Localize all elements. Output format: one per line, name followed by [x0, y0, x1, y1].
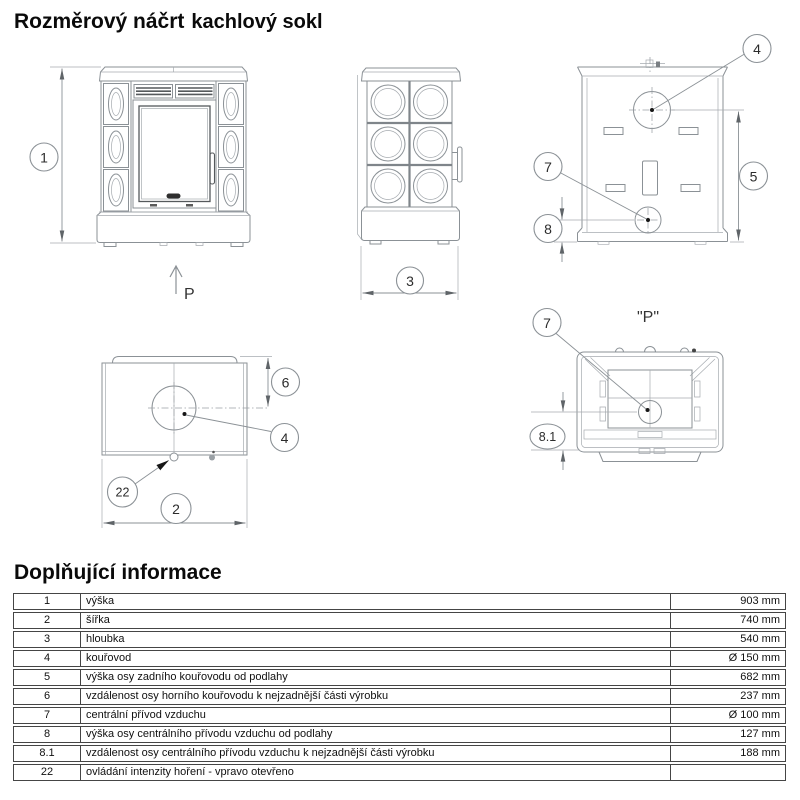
bottom-view-drawing [530, 309, 723, 471]
leader-flue-top [186, 415, 271, 432]
description-cell: vzdálenost osy horního kouřovodu k nejzadnější části výrobku [81, 688, 671, 705]
rear-edge [113, 357, 238, 364]
callout-7-bottom-label: 7 [543, 315, 551, 331]
callout-1-label: 1 [40, 149, 48, 166]
row-number-cell: 7 [13, 707, 81, 724]
description-cell: šířka [81, 612, 671, 629]
table-row [13, 745, 786, 762]
flue-outlet-top [148, 382, 268, 436]
view-direction-arrow [170, 266, 195, 303]
rear-view-drawing [534, 35, 771, 263]
callout-22 [108, 477, 138, 507]
row-number-cell: 4 [13, 650, 81, 667]
value-cell: 903 mm [671, 593, 786, 610]
row-number-cell: 8.1 [13, 745, 81, 762]
value-cell: 188 mm [671, 745, 786, 762]
callout-22-label: 22 [115, 485, 130, 500]
table-row [13, 688, 786, 705]
callout-4-rear [743, 35, 771, 63]
flue-outlet [629, 87, 675, 133]
latch-pin [209, 455, 215, 461]
callout-7-rear [534, 153, 562, 181]
callout-4-top-label: 4 [280, 430, 289, 446]
table-row [13, 631, 786, 648]
table-row [13, 707, 786, 724]
side-plinth [362, 207, 460, 244]
rear-body [582, 76, 723, 228]
row-number-cell: 2 [13, 612, 81, 629]
row-number-cell: 8 [13, 726, 81, 743]
callout-8 [534, 215, 562, 243]
page-title-sub: kachlový sokl [191, 11, 323, 33]
rear-plinth [578, 228, 728, 242]
leader-air-inlet [559, 172, 647, 219]
stove-door [133, 100, 216, 208]
callout-2-label: 2 [172, 501, 180, 517]
table-row [13, 650, 786, 667]
callout-8-label: 8 [544, 221, 552, 237]
value-cell: 682 mm [671, 669, 786, 686]
burn-control-knob [170, 453, 178, 461]
bottom-rail [584, 430, 716, 439]
table-row [13, 593, 786, 610]
leader-flue [654, 54, 745, 109]
additional-info-table [13, 591, 786, 783]
value-cell: 540 mm [671, 631, 786, 648]
callout-2 [161, 494, 191, 524]
front-view-drawing [30, 67, 250, 303]
callout-5-label: 5 [749, 168, 758, 185]
description-cell: výška osy zadního kouřovodu od podlahy [81, 669, 671, 686]
callout-3-label: 3 [406, 273, 414, 289]
row-number-cell: 6 [13, 688, 81, 705]
side-handle [452, 147, 462, 182]
callout-4-rear-label: 4 [753, 41, 761, 57]
value-cell: Ø 100 mm [671, 707, 786, 724]
top-grille [134, 85, 214, 99]
callout-7-bottom [533, 309, 561, 337]
value-cell: Ø 150 mm [671, 650, 786, 667]
center-slot [643, 161, 658, 195]
description-cell: výška [81, 593, 671, 610]
table-row [13, 726, 786, 743]
leader-control [135, 461, 169, 485]
view-arrow-label: P [184, 286, 195, 303]
leader-air-bottom [556, 333, 647, 409]
row-number-cell: 5 [13, 669, 81, 686]
value-cell [671, 764, 786, 781]
row-number-cell: 3 [13, 631, 81, 648]
callout-6 [272, 368, 300, 396]
callout-8-1-label: 8.1 [538, 430, 557, 444]
base-plinth [97, 212, 250, 247]
mounting-slots [604, 128, 700, 192]
table-row [13, 612, 786, 629]
description-cell: centrální přívod vzduchu [81, 707, 671, 724]
air-inlet [635, 207, 661, 233]
row-number-cell: 22 [13, 764, 81, 781]
description-cell: kouřovod [81, 650, 671, 667]
callout-4-top [271, 424, 299, 452]
section-heading: Doplňující informace [14, 561, 222, 584]
page-title-main: Rozměrový náčrt [14, 10, 185, 33]
side-view-drawing [358, 68, 463, 300]
bottom-view-label: "P" [637, 309, 660, 326]
value-cell: 237 mm [671, 688, 786, 705]
callout-7-rear-label: 7 [544, 159, 552, 175]
description-cell: výška osy centrálního přívodu vzduchu od podlahy [81, 726, 671, 743]
description-cell: vzdálenost osy centrálního přívodu vzduchu k nejzadnější části výrobku [81, 745, 671, 762]
description-cell: hloubka [81, 631, 671, 648]
top-outline [102, 363, 247, 455]
row-number-cell: 1 [13, 593, 81, 610]
callout-6-label: 6 [281, 374, 290, 391]
value-cell: 127 mm [671, 726, 786, 743]
callout-5 [740, 162, 768, 190]
table-row [13, 669, 786, 686]
callout-8-1 [530, 424, 565, 449]
side-cornice [362, 68, 461, 81]
callout-3 [397, 267, 424, 294]
top-bracket-detail [640, 57, 665, 72]
table-row [13, 764, 786, 781]
tile-columns [101, 81, 246, 212]
edge-tabs [616, 347, 689, 353]
value-cell: 740 mm [671, 612, 786, 629]
description-cell: ovládání intenzity hoření - vpravo otevřeno [81, 764, 671, 781]
top-view-drawing [102, 357, 300, 529]
door-handle [210, 153, 215, 184]
callout-1 [30, 143, 58, 171]
air-vent [167, 194, 181, 199]
